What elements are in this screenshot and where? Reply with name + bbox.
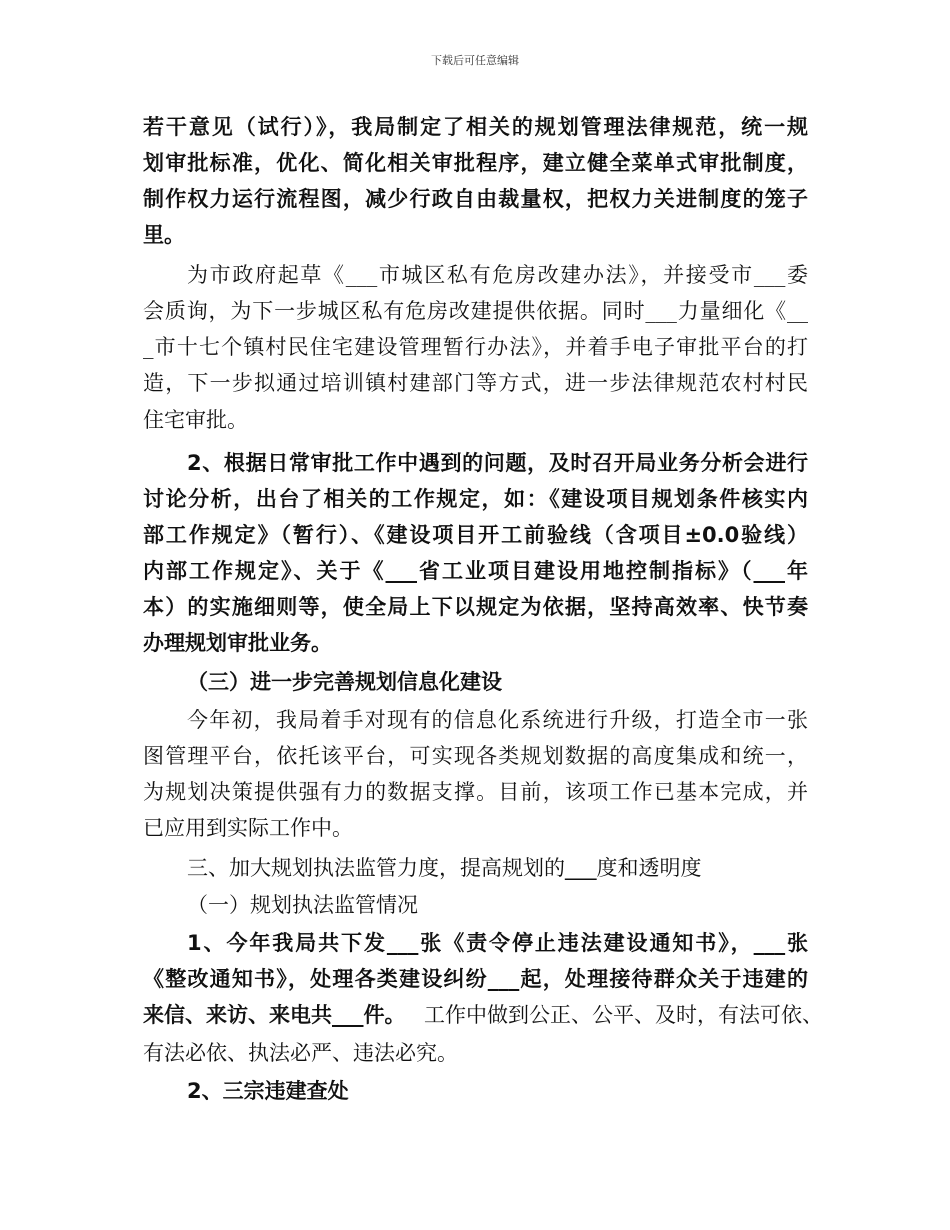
text-line: 图管理平台，依托该平台，可实现各类规划数据的高度集成和统一， (143, 744, 808, 768)
page-header: 下载后可任意编辑 (431, 54, 519, 67)
section-heading: （三）进一步完善规划信息化建设 (187, 670, 502, 694)
text-line: 今年初，我局着手对现有的信息化系统进行升级，打造全市一张 (187, 708, 808, 732)
text-line: 住宅审批。 (143, 408, 248, 432)
section-heading: （一）规划执法监管情况 (187, 893, 418, 917)
text-line: _市十七个镇村民住宅建设管理暂行办法》，并着手电子审批平台的打 (143, 335, 808, 359)
text-line: 划审批标准，优化、简化相关审批程序，建立健全菜单式审批制度， (143, 151, 808, 175)
text-line: 1、今年我局共下发___张《责令停止违法建设通知书》，___张 (187, 931, 808, 955)
text-line: 若干意见（试行）》，我局制定了相关的规划管理法律规范，统一规 (143, 115, 808, 139)
text-line: 造，下一步拟通过培训镇村建部门等方式，进一步法律规范农村村民 (143, 371, 808, 395)
text-line: 《整改通知书》，处理各类建设纠纷___起，处理接待群众关于违建的 (143, 967, 808, 991)
section-heading: 2、三宗违建查处 (187, 1079, 349, 1103)
text-line: 里。 (143, 223, 185, 247)
text-line: 讨论分析，出台了相关的工作规定，如：《建设项目规划条件核实内 (143, 487, 808, 511)
text-line (143, 1000, 823, 1030)
text-line: 办理规划审批业务。 (143, 631, 332, 655)
section-heading: 三、加大规划执法监管力度，提高规划的___度和透明度 (187, 856, 702, 880)
text-line: 部工作规定》（暂行）、《建设项目开工前验线（含项目±0.0验线） (143, 523, 808, 547)
text-line: 2、根据日常审批工作中遇到的问题，及时召开局业务分析会进行 (187, 451, 808, 475)
text-line: 制作权力运行流程图，减少行政自由裁量权，把权力关进制度的笼子 (143, 187, 808, 211)
text-line: 本）的实施细则等，使全局上下以规定为依据，坚持高效率、快节奏 (143, 595, 808, 619)
text-line: 为市政府起草《___市城区私有危房改建办法》，并接受市___委 (187, 263, 808, 287)
text-segment: 工作中做到公正、公平、及时，有法可依、 (424, 1003, 823, 1027)
text-line: 已应用到实际工作中。 (143, 816, 353, 840)
text-line: 为规划决策提供强有力的数据支撑。目前，该项工作已基本完成，并 (143, 780, 808, 804)
text-line: 内部工作规定》、关于《___省工业项目建设用地控制指标》（___年 (143, 559, 808, 583)
text-line: 有法必依、执法必严、违法必究。 (143, 1041, 458, 1065)
text-segment-bold: 来信、来访、来电共___件。 (143, 1003, 406, 1027)
text-line: 会质询，为下一步城区私有危房改建提供依据。同时___力量细化《__ (143, 299, 808, 323)
